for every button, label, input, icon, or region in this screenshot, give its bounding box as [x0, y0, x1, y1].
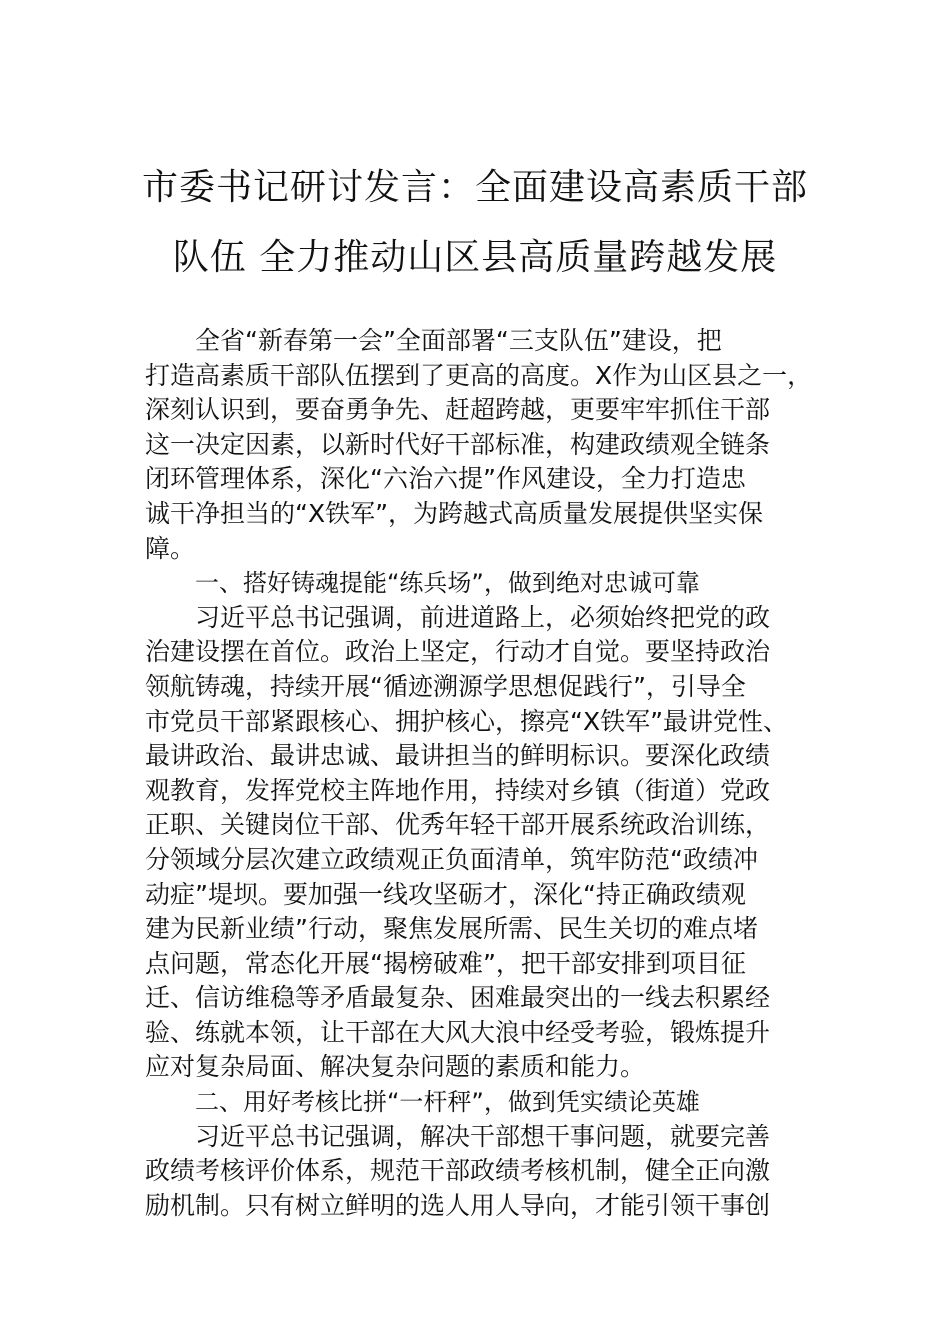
document-title-line-1: 市委书记研讨发言：全面建设高素质干部 [141, 167, 808, 208]
paragraph-line: 正职、关键岗位干部、优秀年轻干部开展系统政治训练， [145, 810, 771, 840]
paragraph-line: 这一决定因素，以新时代好干部标准，构建政绩观全链条 [145, 429, 771, 459]
paragraph-line: 打造高素质干部队伍摆到了更高的高度。X作为山区县之一， [145, 360, 813, 390]
paragraph-line: 习近平总书记强调，解决干部想干事问题，就要完善 [195, 1121, 771, 1151]
paragraph-line: 迁、信访维稳等矛盾最复杂、困难最突出的一线去积累经 [145, 983, 771, 1013]
paragraph-line: 治建设摆在首位。政治上坚定，行动才自觉。要坚持政治 [145, 637, 771, 667]
document-title-line-2: 队伍 全力推动山区县高质量跨越发展 [172, 237, 778, 278]
paragraph-line: 市党员干部紧跟核心、拥护核心，擦亮“X铁军”最讲党性、 [145, 706, 789, 736]
paragraph-line: 应对复杂局面、解决复杂问题的素质和能力。 [145, 1052, 646, 1082]
paragraph-line: 习近平总书记强调，前进道路上，必须始终把党的政 [195, 602, 771, 632]
paragraph-line: 深刻认识到，要奋勇争先、赶超跨越，更要牢牢抓住干部 [145, 395, 771, 425]
paragraph-line: 分领域分层次建立政绩观正负面清单，筑牢防范“政绩冲 [145, 844, 758, 874]
paragraph-line: 动症”堤坝。要加强一线攻坚砺才，深化“持正确政绩观 [145, 879, 746, 909]
paragraph-line: 诚干净担当的“X铁军”，为跨越式高质量发展提供坚实保 [145, 498, 764, 528]
paragraph-line: 最讲政治、最讲忠诚、最讲担当的鲜明标识。要深化政绩 [145, 741, 771, 771]
paragraph-line: 建为民新业绩”行动，聚焦发展所需、民生关切的难点堵 [145, 914, 758, 944]
document-body [145, 324, 813, 1223]
paragraph-line: 点问题，常态化开展“揭榜破难”，把干部安排到项目征 [145, 948, 746, 978]
paragraph-line: 观教育，发挥党校主阵地作用，持续对乡镇（街道）党政 [145, 775, 771, 805]
paragraph-line: 全省“新春第一会”全面部署“三支队伍”建设，把 [195, 326, 722, 355]
section-heading: 二、用好考核比拼“一杆秤”，做到凭实绩论英雄 [195, 1088, 700, 1117]
paragraph-line: 闭环管理体系，深化“六治六提”作风建设，全力打造忠 [145, 464, 746, 494]
paragraph-line: 验、练就本领，让干部在大风大浪中经受考验，锻炼提升 [145, 1017, 771, 1047]
section-heading: 一、搭好铸魂提能“练兵场”，做到绝对忠诚可靠 [195, 569, 700, 598]
paragraph-line: 励机制。只有树立鲜明的选人用人导向，才能引领干事创 [145, 1190, 771, 1220]
paragraph-line: 障。 [145, 533, 196, 563]
paragraph-line: 政绩考核评价体系，规范干部政绩考核机制，健全正向激 [145, 1156, 771, 1186]
paragraph-line: 领航铸魂，持续开展“循迹溯源学思想促践行”，引导全 [145, 671, 746, 701]
